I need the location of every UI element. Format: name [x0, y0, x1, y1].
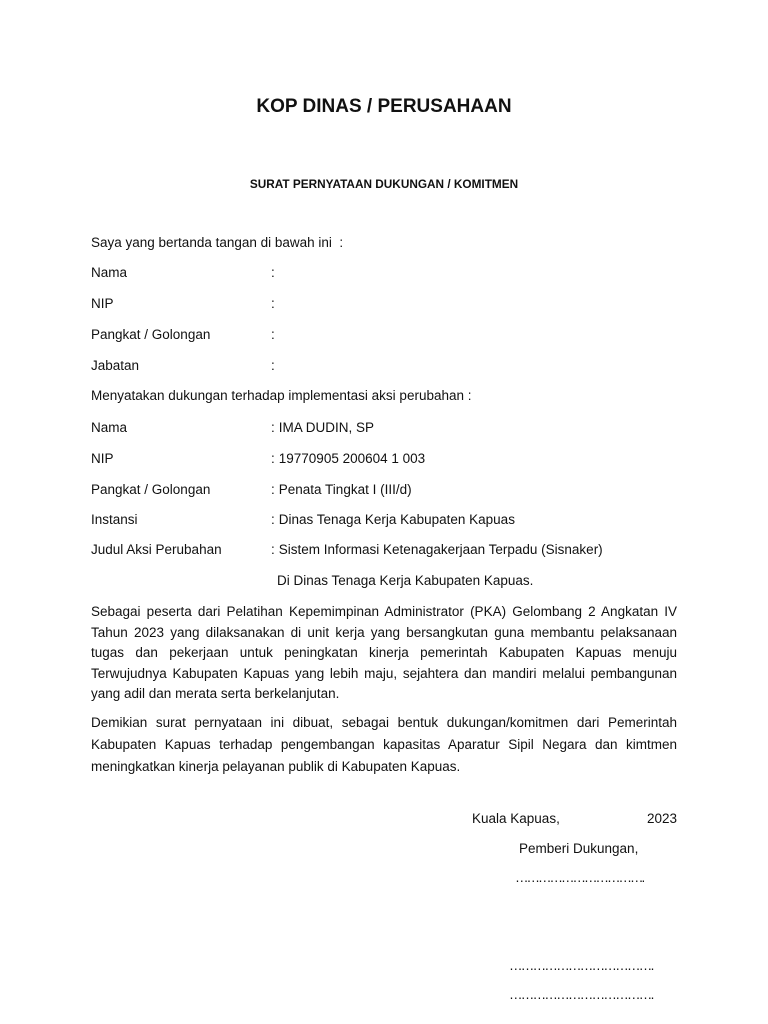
declaration-location: Di Dinas Tenaga Kerja Kabupaten Kapuas.: [277, 573, 534, 588]
declaration-field-judul: [91, 540, 603, 560]
field-separator: :: [271, 358, 275, 373]
field-label: Jabatan: [91, 358, 140, 373]
field-label: Pangkat / Golongan: [91, 327, 211, 342]
closing-role: Pemberi Dukungan,: [519, 841, 639, 856]
declaration-field-instansi: [91, 510, 515, 530]
closing-year: 2023: [646, 811, 677, 826]
field-separator: :: [271, 451, 275, 466]
letterhead-title: KOP DINAS / PERUSAHAAN: [256, 96, 512, 117]
field-separator: :: [271, 296, 275, 311]
field-value: Penata Tingkat I (III/d): [278, 482, 412, 497]
paragraph-line: meningkatkan kinerja pelayanan publik di Kabupaten Kapuas.: [91, 759, 461, 774]
field-separator: :: [271, 265, 275, 280]
id-dotted-line: ……………………………….: [509, 987, 653, 1002]
field-label: Nama: [91, 420, 128, 435]
field-label: Nama: [91, 265, 128, 280]
field-separator: :: [271, 542, 275, 557]
field-separator: :: [271, 482, 275, 497]
field-label: Pangkat / Golongan: [91, 482, 211, 497]
paragraph-line: Terwujudnya Kabupaten Kapuas yang lebih maju, sejahtera dan mandiri melalui pembangunan: [91, 665, 677, 681]
paragraph-line: Sebagai peserta dari Pelatihan Kepemimpinan Administrator (PKA) Gelombang 2 Angkatan IV: [91, 604, 677, 619]
signer-field-nama: [91, 263, 275, 283]
declaration-field-pangkat: [91, 480, 412, 500]
declaration-field-nama: [91, 418, 374, 438]
field-value: Sistem Informasi Ketenagakerjaan Terpadu (Sisnaker): [278, 542, 603, 557]
field-label: Judul Aksi Perubahan: [91, 542, 222, 557]
closing-place: Kuala Kapuas,: [472, 811, 560, 826]
field-separator: :: [271, 512, 275, 527]
declaration-intro: Menyatakan dukungan terhadap implementasi aksi perubahan :: [91, 388, 472, 403]
paragraph-1: [91, 602, 677, 705]
field-label: NIP: [91, 451, 114, 466]
field-label: NIP: [91, 296, 114, 311]
paragraph-line: yang adil dan merata serta berkelanjutan.: [91, 686, 340, 701]
signer-field-nip: [91, 294, 275, 314]
declaration-field-nip: [91, 449, 425, 469]
field-value: Dinas Tenaga Kerja Kabupaten Kapuas: [278, 512, 515, 527]
paragraph-line: Demikian surat pernyataan ini dibuat, sebagai bentuk dukungan/komitmen dari Pemerintah: [91, 715, 677, 730]
paragraph-line: Tahun 2023 yang dilaksanakan di unit kerja yang bersangkutan guna membantu pelaksanaan: [91, 624, 677, 640]
paragraph-line: tugas dan pekerjaan untuk peningkatan kinerja pemerintah Kabupaten Kapuas menuju: [91, 645, 677, 660]
paragraph-line: Kabupaten Kapuas terhadap pengembangan kapasitas Aparatur Sipil Negara dan kimtmen: [91, 737, 677, 752]
name-dotted-line: ……………………………….: [509, 958, 653, 973]
signer-field-jabatan: [91, 356, 275, 376]
paragraph-2: [91, 712, 677, 778]
signer-intro: Saya yang bertanda tangan di bawah ini :: [91, 235, 344, 250]
field-value: IMA DUDIN, SP: [278, 420, 375, 435]
document-subtitle: SURAT PERNYATAAN DUKUNGAN / KOMITMEN: [249, 177, 519, 191]
field-separator: :: [271, 327, 275, 342]
signature-dotted-line: …………………………….: [515, 870, 644, 885]
field-value: 19770905 200604 1 003: [278, 451, 426, 466]
field-label: Instansi: [91, 512, 138, 527]
field-separator: :: [271, 420, 275, 435]
signer-field-pangkat: [91, 325, 275, 345]
